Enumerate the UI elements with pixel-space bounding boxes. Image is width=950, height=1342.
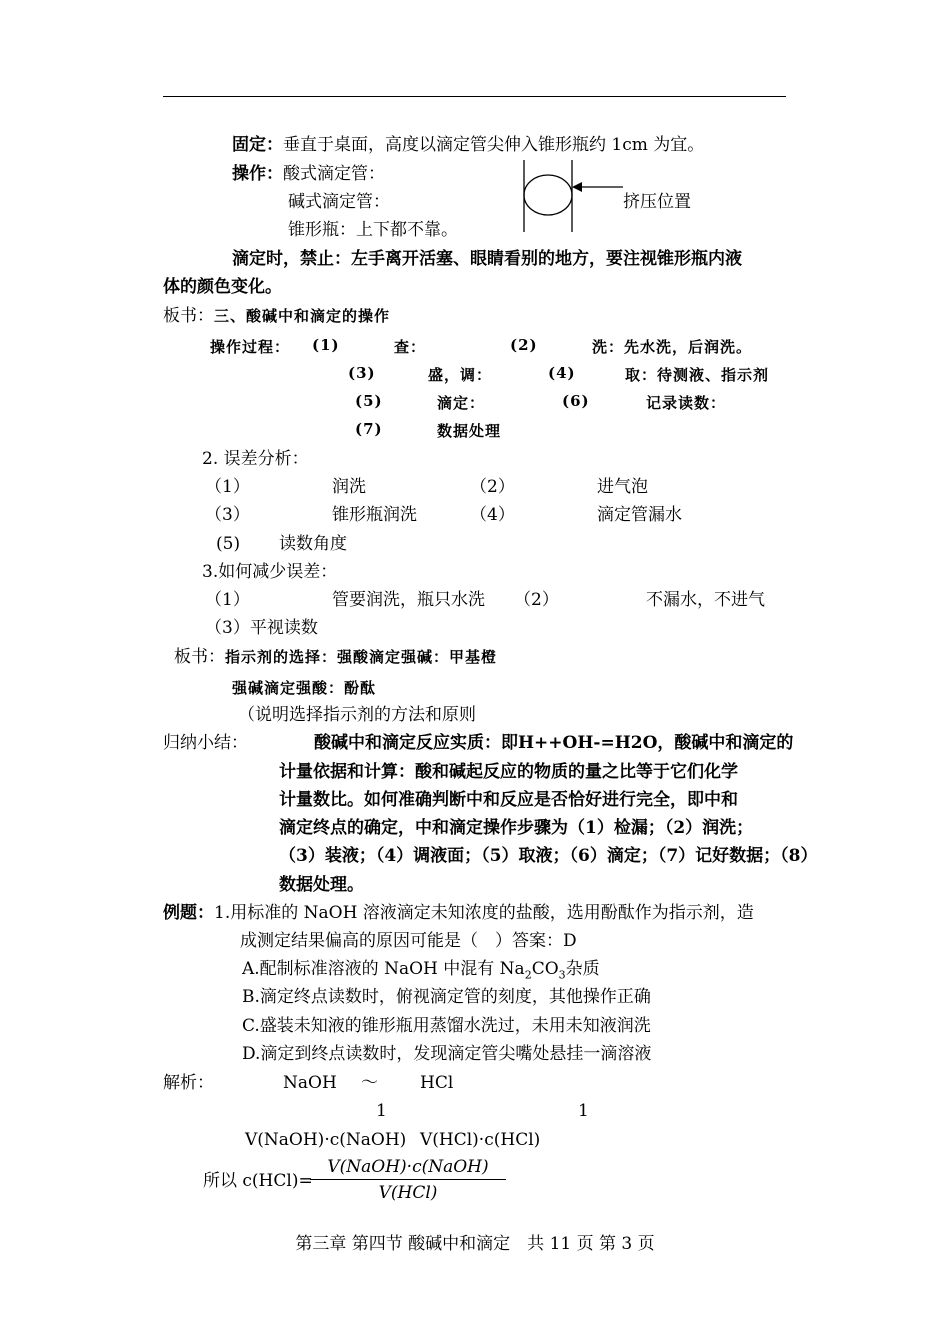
option-b: B.滴定终点读数时，俯视滴定管的刻度，其他操作正确 — [242, 987, 651, 1007]
error-item-5-num: (5) — [216, 534, 241, 554]
squeeze-diagram — [515, 160, 625, 232]
squeeze-arrow-head — [572, 182, 582, 192]
base-burette: 碱式滴定管： — [288, 192, 390, 212]
step-7-text: 数据处理 — [437, 422, 502, 440]
error-item-3-text: 锥形瓶润洗 — [332, 505, 417, 525]
summary-line-3: 计量数比。如何准确判断中和反应是否恰好进行完全，即中和 — [279, 790, 738, 810]
step-5-text: 滴定： — [437, 394, 486, 412]
step-4-num: (4) — [548, 364, 576, 382]
fraction-denominator: V(HCl) — [378, 1183, 438, 1203]
glass-bead-ellipse — [524, 175, 572, 215]
flask-line: 锥形瓶：上下都不靠。 — [288, 220, 458, 240]
squeeze-label: 挤压位置 — [623, 192, 691, 212]
option-a-mid: CO — [531, 959, 559, 979]
reduce-item-3-text: （3）平视读数 — [205, 618, 318, 638]
board1-prefix: 板书： — [163, 306, 214, 326]
example-question-2: 成测定结果偏高的原因可能是（ ）答案：D — [240, 931, 577, 951]
error-item-3-num: （3） — [205, 505, 250, 525]
warning-line-1: 滴定时，禁止：左手离开活塞、眼睛看别的地方，要注视锥形瓶内液 — [232, 249, 742, 269]
summary-line-4: 滴定终点的确定，中和滴定操作步骤为（1）检漏；（2）润洗； — [279, 818, 754, 838]
error-item-4-num: （4） — [470, 505, 515, 525]
warning-line-2: 体的颜色变化。 — [163, 277, 282, 297]
example-label: 例题： — [163, 903, 214, 923]
summary-line-1: 酸碱中和滴定反应实质：即H++OH-=H2O，酸碱中和滴定的 — [314, 733, 794, 753]
board2-line-1 — [174, 646, 497, 668]
summary-line-6: 数据处理。 — [279, 875, 364, 895]
fix-label: 固定： — [232, 135, 283, 155]
analysis-naoh: NaOH — [283, 1073, 337, 1093]
step-3-text: 盛，调： — [428, 366, 493, 384]
step-1-text: 查： — [394, 338, 427, 356]
fraction-numerator: V(NaOH)·c(NaOH) — [327, 1157, 489, 1177]
reduce-item-1-text: 管要润洗，瓶只水洗 — [332, 590, 485, 610]
board2-line-2: 强碱滴定强酸：酚酞 — [232, 679, 377, 697]
fix-text: 垂直于桌面，高度以滴定管尖伸入锥形瓶约 1cm 为宜。 — [283, 135, 705, 155]
fix-line — [232, 134, 704, 156]
analysis-hcl: HCl — [420, 1073, 454, 1093]
board1-line — [163, 305, 390, 327]
step-7-num: (7) — [355, 420, 383, 438]
option-d: D.滴定到终点读数时，发现滴定管尖嘴处悬挂一滴溶液 — [242, 1044, 652, 1064]
fraction-bar — [310, 1179, 506, 1180]
step-6-text: 记录读数： — [646, 394, 727, 412]
reduce-error-title: 3.如何减少误差： — [202, 562, 338, 582]
option-c: C.盛装未知液的锥形瓶用蒸馏水洗过，未用未知液润洗 — [242, 1016, 651, 1036]
page-footer: 第三章 第四节 酸碱中和滴定 共 11 页 第 3 页 — [295, 1234, 655, 1254]
header-rule — [163, 96, 786, 97]
error-item-2-text: 进气泡 — [597, 477, 648, 497]
reduce-item-2-num: （2） — [514, 590, 559, 610]
step-4-text: 取：待测液、指示剂 — [625, 366, 770, 384]
board2-indicator: 指示剂的选择：强酸滴定强碱：甲基橙 — [225, 648, 498, 666]
summary-line-5: （3）装液；（4）调液面；（5）取液；（6）滴定；（7）记好数据；（8） — [279, 846, 818, 866]
formula-fraction — [310, 1156, 506, 1204]
example-line-1 — [163, 902, 754, 924]
process-label: 操作过程： — [210, 338, 291, 356]
step-3-num: (3) — [348, 364, 376, 382]
step-6-num: (6) — [562, 392, 590, 410]
option-a-pre: A.配制标准溶液的 NaOH 中混有 Na — [242, 959, 525, 979]
error-item-1-text: 润洗 — [332, 477, 366, 497]
acid-burette: 酸式滴定管： — [283, 164, 385, 184]
option-a-post: 杂质 — [565, 959, 600, 979]
analysis-one-left: 1 — [376, 1101, 387, 1121]
analysis-label: 解析： — [163, 1073, 214, 1093]
analysis-v-naoh: V(NaOH)·c(NaOH) — [245, 1130, 407, 1150]
board2-prefix: 板书： — [174, 647, 225, 667]
operation-line — [232, 163, 385, 185]
step-2-num: (2) — [510, 336, 538, 354]
reduce-item-2-text: 不漏水，不进气 — [646, 590, 765, 610]
analysis-tilde: ～ — [361, 1073, 378, 1093]
summary-line-2: 计量依据和计算：酸和碱起反应的物质的量之比等于它们化学 — [279, 762, 738, 782]
error-item-4-text: 滴定管漏水 — [597, 505, 682, 525]
step-2-text: 洗：先水洗，后润洗。 — [592, 338, 753, 356]
operation-label: 操作： — [232, 164, 283, 184]
option-a-sub1: 2 — [524, 968, 532, 982]
step-1-num: (1) — [312, 336, 340, 354]
example-question-1: 1.用标准的 NaOH 溶液滴定未知浓度的盐酸，选用酚酞作为指示剂，造 — [214, 903, 754, 923]
board1-title: 三、酸碱中和滴定的操作 — [214, 307, 391, 325]
error-analysis-title: 2. 误差分析： — [202, 449, 309, 469]
analysis-so-prefix: 所以 c(HCl)= — [203, 1171, 313, 1191]
reduce-item-1-num: （1） — [205, 590, 250, 610]
option-a-sub2: 3 — [558, 968, 566, 982]
option-a — [242, 958, 600, 986]
analysis-v-hcl: V(HCl)·c(HCl) — [420, 1130, 541, 1150]
error-item-5-text: 读数角度 — [279, 534, 347, 554]
step-5-num: (5) — [355, 392, 383, 410]
error-item-2-num: （2） — [470, 477, 515, 497]
error-item-1-num: （1） — [205, 477, 250, 497]
summary-label: 归纳小结： — [163, 733, 248, 753]
board2-note: （说明选择指示剂的方法和原则 — [238, 705, 476, 725]
analysis-one-right: 1 — [578, 1101, 589, 1121]
